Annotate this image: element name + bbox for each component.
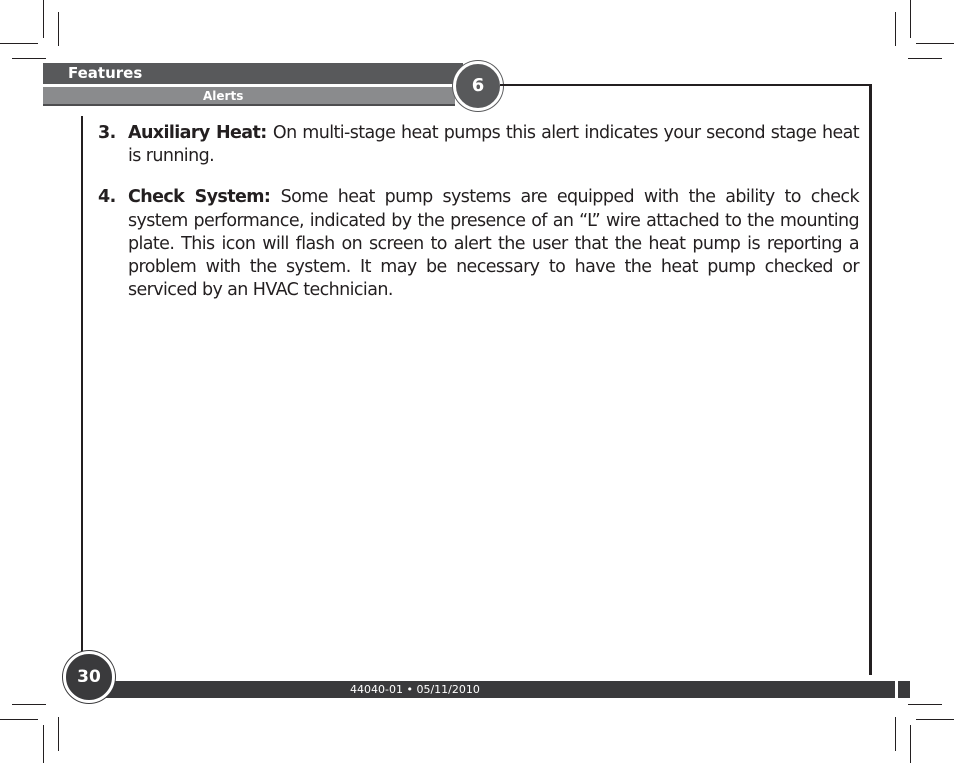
- crop-mark: [908, 58, 942, 59]
- subsection-header: [43, 87, 455, 106]
- crop-mark: [58, 717, 59, 751]
- section-header: [43, 63, 463, 84]
- crop-mark: [916, 43, 954, 44]
- item-term: Check System:: [128, 187, 281, 208]
- crop-mark: [43, 0, 44, 38]
- crop-mark: [12, 704, 46, 705]
- item-term: Auxiliary Heat:: [128, 123, 273, 143]
- crop-mark: [12, 58, 46, 59]
- frame-right-rule: [869, 84, 872, 675]
- alert-item-check-system: [98, 186, 859, 302]
- alerts-content: [98, 122, 859, 320]
- subsection-title: Alerts: [203, 89, 244, 103]
- crop-mark: [908, 704, 942, 705]
- footer-end-block: [898, 681, 910, 698]
- crop-mark: [910, 0, 911, 38]
- section-title: Features: [68, 64, 143, 82]
- item-number: 3.: [98, 123, 116, 143]
- crop-mark: [895, 717, 896, 751]
- item-description: On multi-stage heat pumps this alert indicates your second stage heat is running.: [128, 123, 860, 167]
- chapter-badge: 6: [453, 61, 503, 111]
- crop-mark: [895, 12, 896, 46]
- item-number: 4.: [98, 187, 116, 208]
- frame-top-rule: [500, 84, 871, 86]
- page-number-badge: 30: [63, 651, 115, 703]
- crop-mark: [43, 725, 44, 763]
- crop-mark: [910, 725, 911, 763]
- footer-bar: [105, 681, 895, 698]
- crop-mark: [58, 12, 59, 46]
- document-info: 44040-01 • 05/11/2010: [350, 683, 480, 696]
- crop-mark: [916, 719, 954, 720]
- crop-mark: [0, 43, 38, 44]
- item-description: Some heat pump systems are equipped with the ability to check system performance, indicated by the presence of an “L” wire attached to the mounting plate. This icon will flash on screen to alert the user that the heat pump is reporting a problem with the system. It may be necessary to have the heat pump checked or serviced by an HVAC technician.: [128, 187, 859, 301]
- alert-item-auxiliary-heat: [98, 122, 859, 168]
- frame-left-rule: [81, 116, 83, 686]
- crop-mark: [0, 719, 38, 720]
